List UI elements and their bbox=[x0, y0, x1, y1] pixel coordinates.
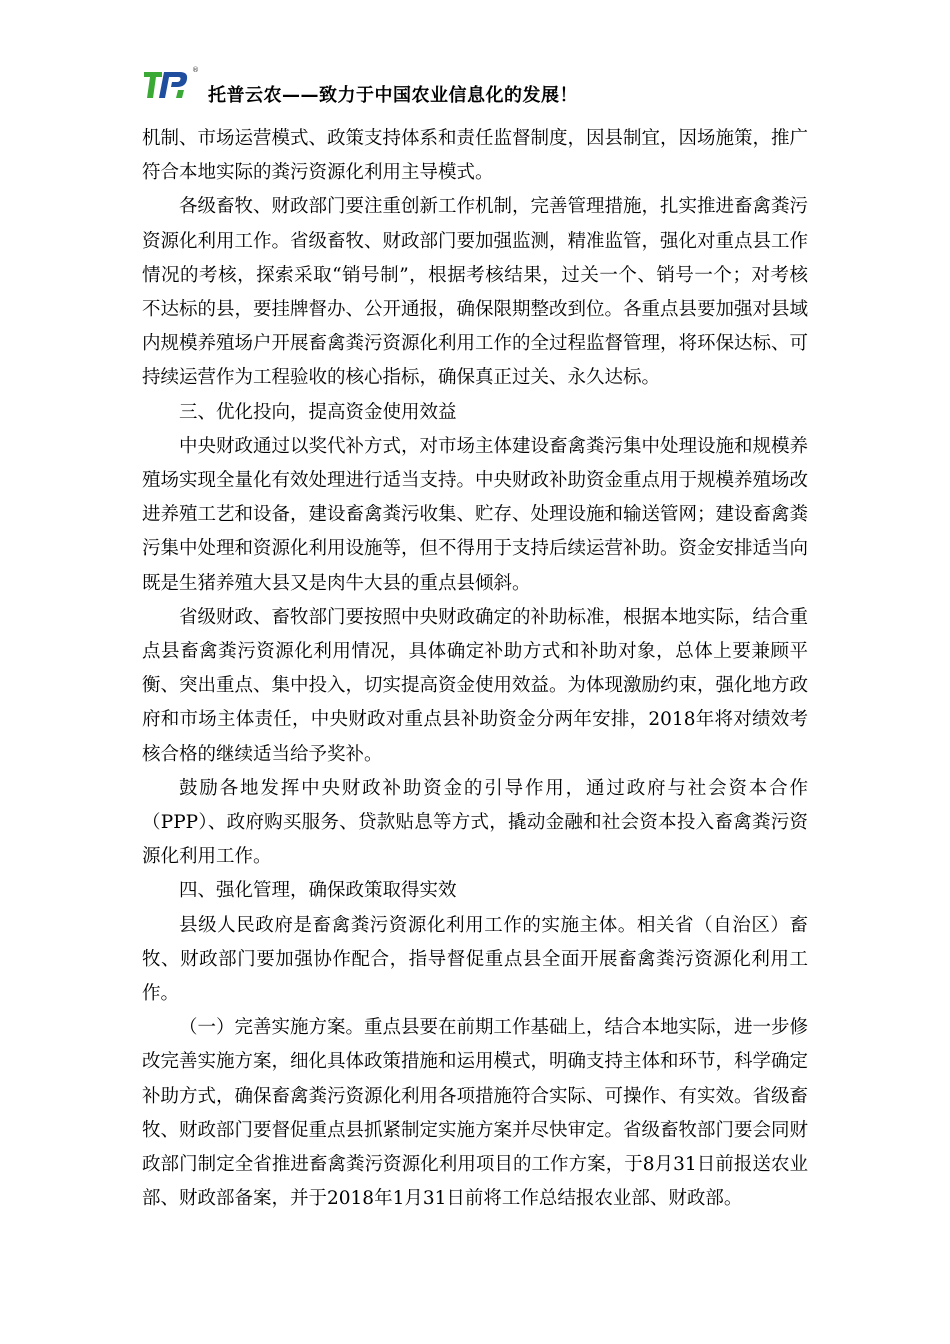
page-header bbox=[142, 62, 842, 106]
paragraph: 中央财政通过以奖代补方式，对市场主体建设畜禽粪污集中处理设施和规模养殖场实现全量化有效处理进行适当支持。中央财政补助资金重点用于规模养殖场改进养殖工艺和设备，建设畜禽粪污收集、贮存、处理设施和输送管网；建设畜禽粪污集中处理和资源化利用设施等，但不得用于支持后续运营补助。资金安排适当向既是生猪养殖大县又是肉牛大县的重点县倾斜。 bbox=[142, 435, 809, 594]
paragraph: （一）完善实施方案。重点县要在前期工作基础上，结合本地实际，进一步修改完善实施方案，细化具体政策措施和运用模式，明确支持主体和环节，科学确定补助方式，确保畜禽粪污资源化利用各项措施符合实际、可操作、有实效。省级畜牧、财政部门要督促重点县抓紧制定实施方案并尽快审定。省级畜牧部门要会同财政部门制定全省推进畜禽粪污资源化利用项目的工作方案，于8月31日前报送农业部、财政部备案，并于2018年1月31日前将工作总结报农业部、财政部。 bbox=[142, 1017, 809, 1210]
section-heading: 四、强化管理，确保政策取得实效 bbox=[179, 880, 457, 902]
paragraph: 省级财政、畜牧部门要按照中央财政确定的补助标准，根据本地实际，结合重点县畜禽粪污资源化利用情况，具体确定补助方式和补助对象，总体上要兼顾平衡、突出重点、集中投入，切实提高资金使用效益。为体现激励约束，强化地方政府和市场主体责任，中央财政对重点县补助资金分两年安排，2018年将对绩效考核合格的继续适当给予奖补。 bbox=[142, 606, 809, 765]
paragraph-continuation: 机制、市场运营模式、政策支持体系和责任监督制度，因县制宜，因场施策，推广符合本地实际的粪污资源化利用主导模式。 bbox=[142, 128, 809, 184]
paragraph: 各级畜牧、财政部门要注重创新工作机制，完善管理措施，扎实推进畜禽粪污资源化利用工作。省级畜牧、财政部门要加强监测，精准监管，强化对重点县工作情况的考核，探索采取“销号制”，根据考核结果，过关一个、销号一个；对考核不达标的县，要挂牌督办、公开通报，确保限期整改到位。各重点县要加强对县域内规模养殖场户开展畜禽粪污资源化利用工作的全过程监督管理，将环保达标、可持续运营作为工程验收的核心指标，确保真正过关、永久达标。 bbox=[142, 196, 809, 389]
document-body bbox=[142, 122, 808, 1217]
section-heading: 三、优化投向，提高资金使用效益 bbox=[179, 401, 457, 423]
tuopu-logo-icon bbox=[142, 62, 202, 102]
header-slogan: 托普云农——致力于中国农业信息化的发展！ bbox=[208, 85, 578, 106]
paragraph: 鼓励各地发挥中央财政补助资金的引导作用，通过政府与社会资本合作（PPP）、政府购买服务、贷款贴息等方式，撬动金融和社会资本投入畜禽粪污资源化利用工作。 bbox=[142, 777, 808, 868]
registered-mark: ® bbox=[192, 66, 199, 74]
paragraph: 县级人民政府是畜禽粪污资源化利用工作的实施主体。相关省（自治区）畜牧、财政部门要加强协作配合，指导督促重点县全面开展畜禽粪污资源化利用工作。 bbox=[142, 914, 808, 1005]
